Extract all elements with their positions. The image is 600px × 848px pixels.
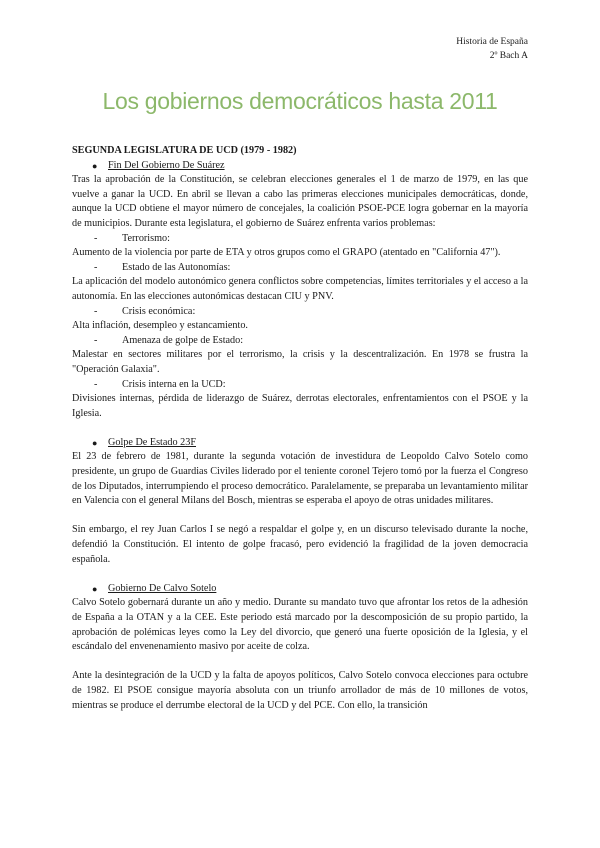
paragraph-intro: Tras la aprobación de la Constitución, se celebran elecciones generales el 1 de marzo de 1979, en las que vuelve a ganar la UCD. En abril se llevan a cabo las primeras elecciones municipales democráticas, donde, aunque la UCD obtiene el mayor número de concejales, la coalición PSOE-PCE logra gobernar en la mayoría de municipios. Durante esta legislatura, el gobierno de Suárez enfrenta varios problemas: xyxy=(72,174,528,229)
problem-text: Malestar en sectores militares por el terrorismo, la crisis y la descentralización. En 1978 se frustra la "Operación Galaxia". xyxy=(72,349,528,375)
problem-text: Alta inflación, desempleo y estancamiento. xyxy=(72,320,248,332)
problem-label: Crisis interna en la UCD: xyxy=(122,378,226,390)
document-title: Los gobiernos democráticos hasta 2011 xyxy=(102,88,498,114)
document-body xyxy=(72,144,528,713)
bullet-dot-icon: ● xyxy=(92,583,98,594)
section-heading: SEGUNDA LEGISLATURA DE UCD (1979 - 1982) xyxy=(72,145,297,156)
bullet-dot-icon: ● xyxy=(92,437,98,448)
problem-text: Divisiones internas, pérdida de liderazgo de Suárez, derrotas electorales, enfrentamientos con el PSOE y la Iglesia. xyxy=(72,393,528,419)
problem-item xyxy=(72,334,528,349)
problem-item xyxy=(72,378,528,393)
header-class: 2º Bach A xyxy=(489,51,528,61)
paragraph-golpe-2: Sin embargo, el rey Juan Carlos I se negó a respaldar el golpe y, en un discurso televisado durante la noche, defendió la Constitución. El intento de golpe fracasó, pero evidenció la fragilidad de la joven democracia española. xyxy=(72,524,528,565)
dash-icon: - xyxy=(94,305,98,317)
bullet-golpe-23f xyxy=(72,436,528,451)
problem-text: La aplicación del modelo autonómico genera conflictos sobre competencias, límites territoriales y el acceso a la autonomía. En las elecciones autonómicas destacan CIU y PNV. xyxy=(72,276,528,302)
paragraph-calvo-1: Calvo Sotelo gobernará durante un año y medio. Durante su mandato tuvo que afrontar los retos de la adhesión de España a la OTAN y a la CEE. Este periodo está marcado por la descomposición de su propio partido, la aprobación de polémicas leyes como la Ley del divorcio, que generó una fuerte oposición de la Iglesia, y el escándalo del envenenamiento masivo por aceite de colza. xyxy=(72,597,528,653)
spacer xyxy=(72,421,528,436)
paragraph-calvo-2: Ante la desintegración de la UCD y la falta de apoyos políticos, Calvo Sotelo convoca elecciones para octubre de 1982. El PSOE consigue mayoría absoluta con un triunfo arrollador de más de 10 millones de votos, mientras se produce el derrumbe electoral de la UCD y del PCE. Con ello, la transición xyxy=(72,670,528,711)
problem-item xyxy=(72,232,528,247)
dash-icon: - xyxy=(94,232,98,244)
spacer xyxy=(72,655,528,670)
problem-label: Terrorismo: xyxy=(122,232,170,244)
dash-icon: - xyxy=(94,334,98,346)
bullet-fin-gobierno-suarez xyxy=(72,159,528,174)
problem-item xyxy=(72,305,528,320)
problem-label: Estado de las Autonomías: xyxy=(122,261,231,273)
spacer xyxy=(72,509,528,524)
problem-text: Aumento de la violencia por parte de ETA y otros grupos como el GRAPO (atentado en "California 47"). xyxy=(72,247,501,259)
bullet-gobierno-calvo-sotelo xyxy=(72,582,528,597)
problem-label: Amenaza de golpe de Estado: xyxy=(122,334,244,346)
bullet-dot-icon: ● xyxy=(92,160,98,171)
page-header xyxy=(456,35,528,63)
spacer xyxy=(72,567,528,582)
problem-label: Crisis económica: xyxy=(122,305,196,317)
bullet-label: Gobierno De Calvo Sotelo xyxy=(108,582,217,594)
dash-icon: - xyxy=(94,378,98,390)
bullet-label: Fin Del Gobierno De Suárez xyxy=(108,159,225,171)
header-subject: Historia de España xyxy=(456,37,528,47)
dash-icon: - xyxy=(94,261,98,273)
paragraph-golpe-1: El 23 de febrero de 1981, durante la segunda votación de investidura de Leopoldo Calvo Sotelo como presidente, un grupo de Guardias Civiles liderado por el teniente coronel Tejero tomó por la fuerza el Congreso de los Diputados, interrumpiendo el proceso democrático. Paralelamente, se preparaba un levantamiento militar en Valencia con el general Milans del Bosch, mientras se esperaba el apoyo de otras unidades militares. xyxy=(72,451,528,507)
bullet-label: Golpe De Estado 23F xyxy=(108,436,196,448)
problem-item xyxy=(72,261,528,276)
